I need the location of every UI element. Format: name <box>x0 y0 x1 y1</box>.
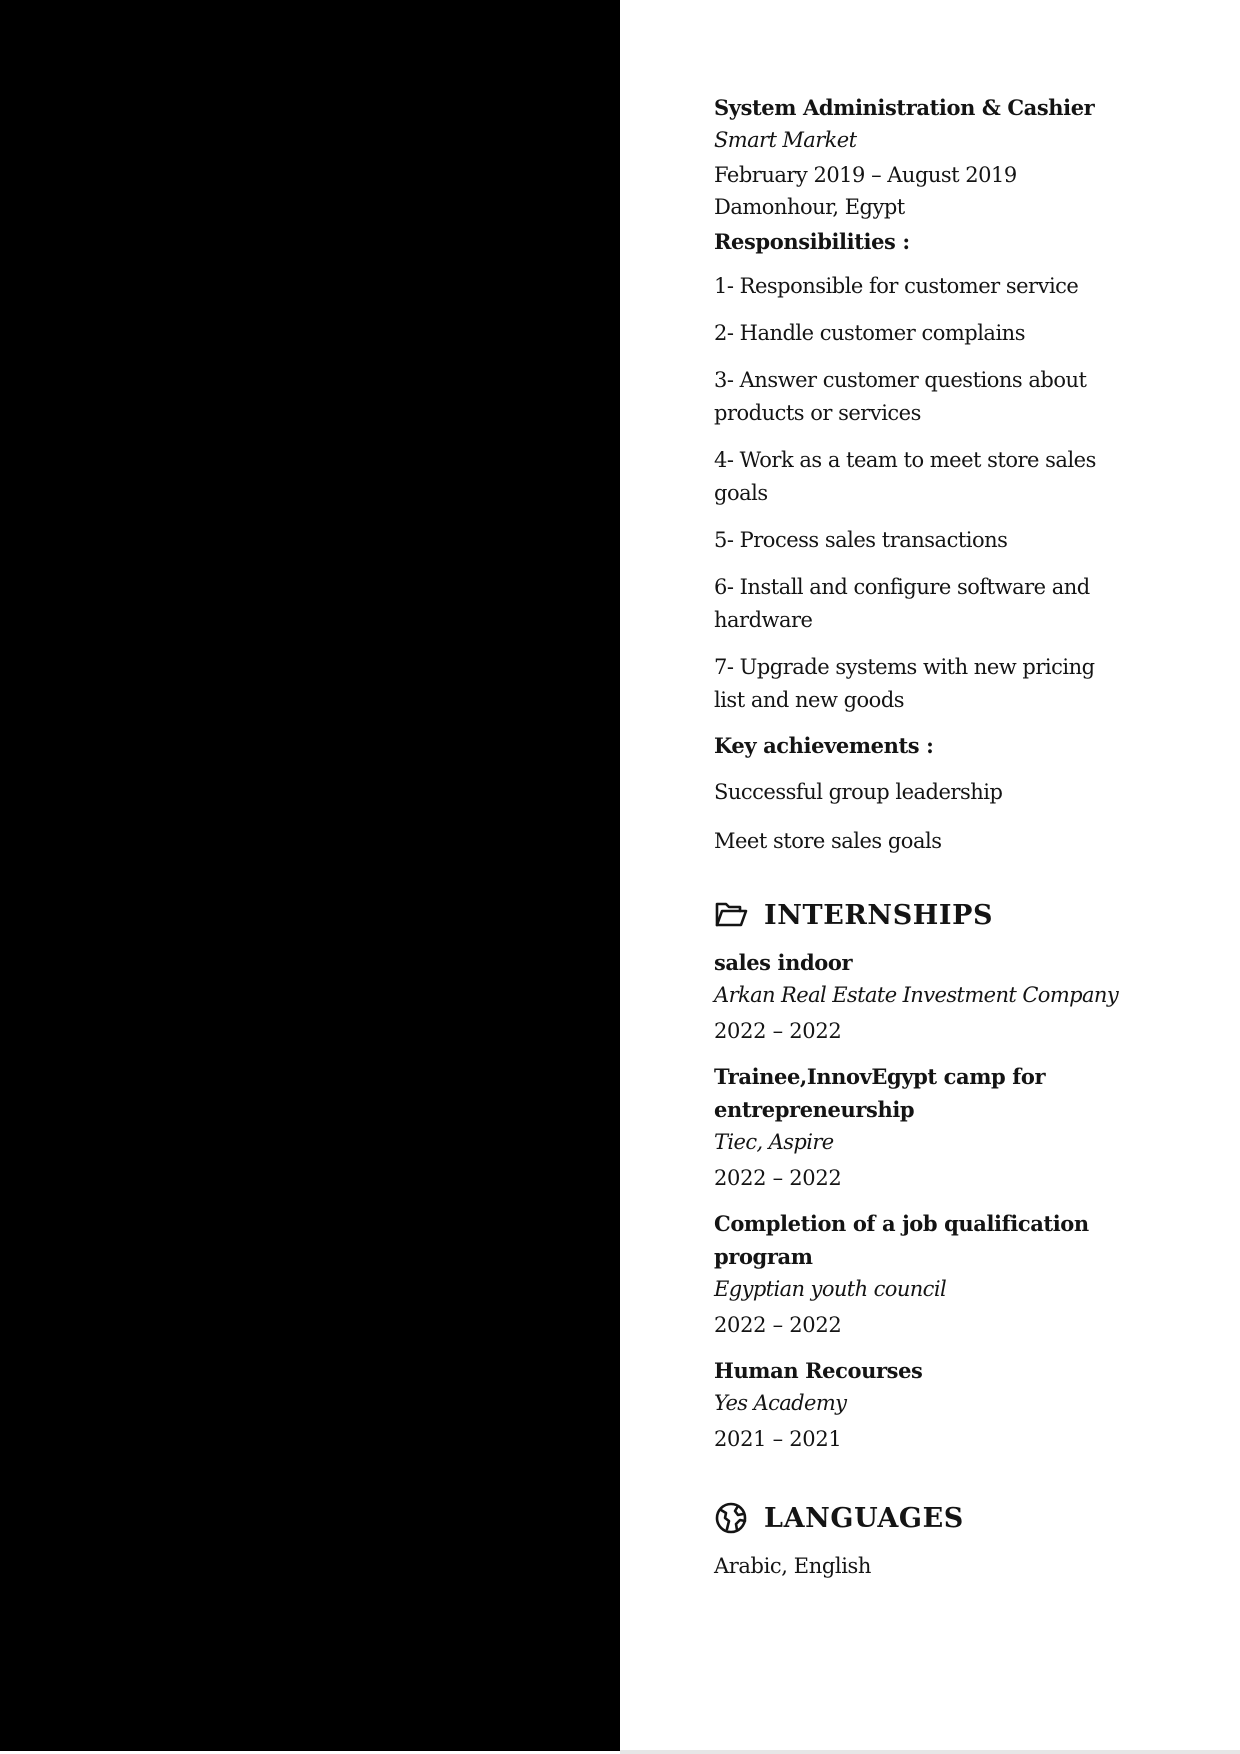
responsibility-item: 6- Install and configure software and hardware <box>714 575 1090 632</box>
languages-list: Arabic, English <box>714 1554 872 1578</box>
job-title: System Administration & Cashier <box>714 95 1095 120</box>
responsibility-item: 2- Handle customer complains <box>714 321 1025 345</box>
internship-org: Tiec, Aspire <box>714 1130 834 1154</box>
resume-content <box>714 92 1124 1583</box>
responsibilities-label: Responsibilities : <box>714 229 910 254</box>
achievements-label: Key achievements : <box>714 733 934 758</box>
internship-title: sales indoor <box>714 950 853 975</box>
internship-entry <box>714 946 1124 1047</box>
responsibility-item: 4- Work as a team to meet store sales goals <box>714 448 1096 505</box>
responsibility-item: 5- Process sales transactions <box>714 528 1008 552</box>
page-bottom-edge <box>620 1750 1240 1754</box>
internship-entry <box>714 1060 1124 1194</box>
internship-dates: 2021 – 2021 <box>714 1427 842 1451</box>
internships-header <box>714 895 1124 935</box>
internships-title: INTERNSHIPS <box>764 899 994 931</box>
internship-dates: 2022 – 2022 <box>714 1313 842 1337</box>
internship-entry <box>714 1207 1124 1341</box>
internship-org: Egyptian youth council <box>714 1277 947 1301</box>
internship-entry <box>714 1354 1124 1455</box>
internship-title: Human Recourses <box>714 1358 923 1383</box>
responsibility-item: 3- Answer customer questions about products or services <box>714 368 1087 425</box>
internship-org: Yes Academy <box>714 1391 847 1415</box>
job-location: Damonhour, Egypt <box>714 195 905 219</box>
internship-dates: 2022 – 2022 <box>714 1019 842 1043</box>
sidebar-panel <box>0 0 620 1751</box>
internship-org: Arkan Real Estate Investment Company <box>714 983 1119 1007</box>
internship-title: Completion of a job qualification program <box>714 1211 1089 1269</box>
responsibility-item: 7- Upgrade systems with new pricing list and new goods <box>714 655 1095 712</box>
languages-title: LANGUAGES <box>764 1502 964 1534</box>
experience-entry <box>714 92 1124 858</box>
employer-name: Smart Market <box>714 128 857 152</box>
achievement-item: Successful group leadership <box>714 780 1003 804</box>
folder-open-icon <box>714 898 748 932</box>
achievement-item: Meet store sales goals <box>714 829 942 853</box>
responsibility-item: 1- Responsible for customer service <box>714 274 1079 298</box>
internship-title: Trainee,InnovEgypt camp for entrepreneurship <box>714 1064 1046 1122</box>
job-dates: February 2019 – August 2019 <box>714 163 1017 187</box>
internship-dates: 2022 – 2022 <box>714 1166 842 1190</box>
globe-icon <box>714 1501 748 1535</box>
languages-header <box>714 1498 1124 1538</box>
